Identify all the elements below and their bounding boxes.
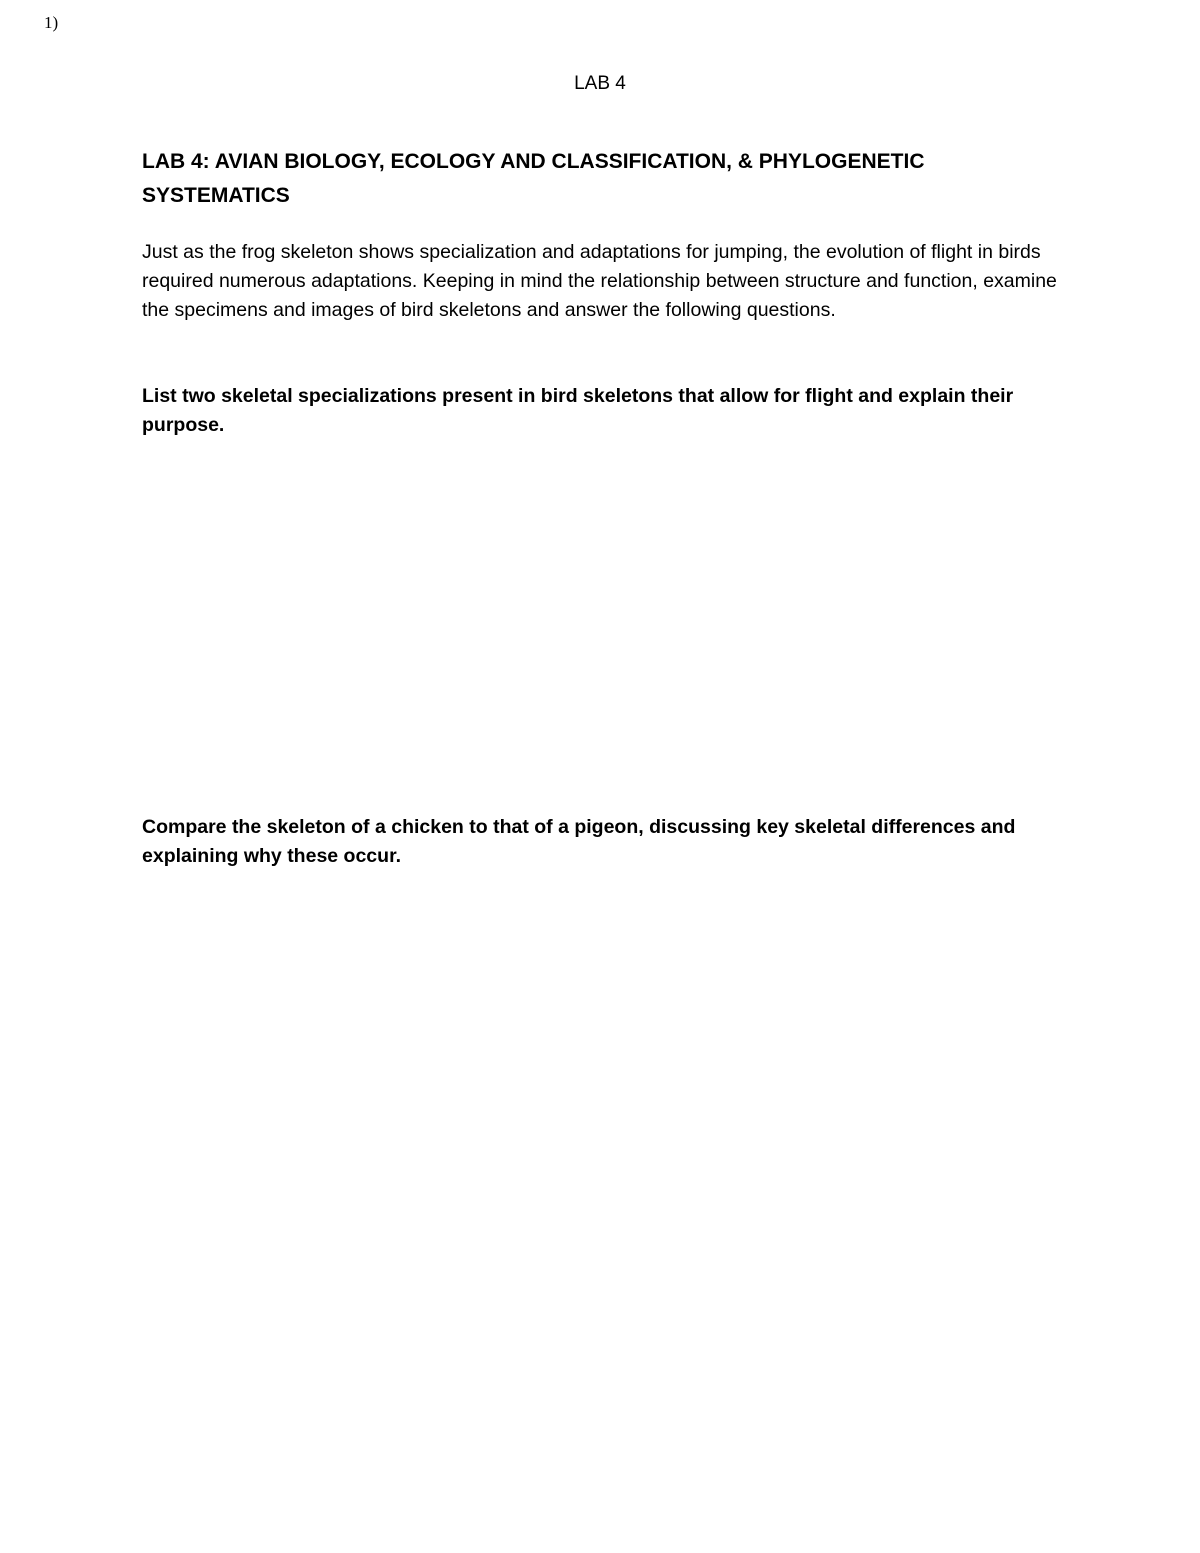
question-1: List two skeletal specializations present in bird skeletons that allow for flight and explain their purpose. — [142, 385, 1014, 436]
page-number: 1) — [44, 13, 59, 32]
intro-paragraph: Just as the frog skeleton shows specialization and adaptations for jumping, the evolution of flight in birds required numerous adaptations. Keeping in mind the relationship between structure and function, examine the specimens and images of bird skeletons and answer the following questions. — [142, 241, 1057, 321]
lab-title: LAB 4: AVIAN BIOLOGY, ECOLOGY AND CLASSIFICATION, & PHYLOGENETIC SYSTEMATICS — [142, 150, 925, 207]
page-header: LAB 4 — [574, 73, 626, 94]
question-2: Compare the skeleton of a chicken to that of a pigeon, discussing key skeletal differences and explaining why these occur. — [142, 816, 1016, 867]
